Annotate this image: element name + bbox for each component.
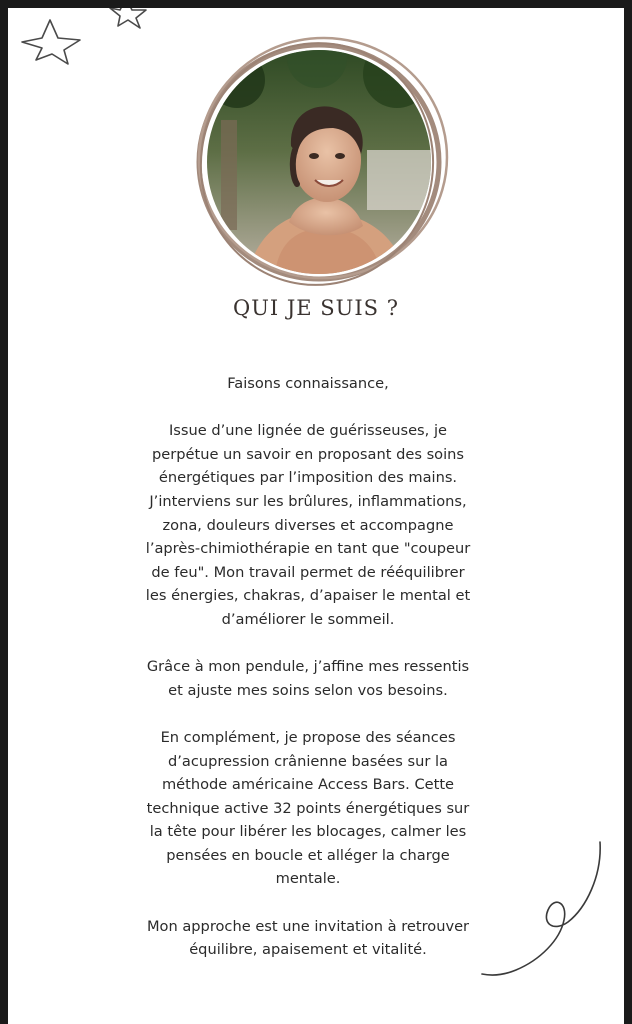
paragraph-approach: Mon approche est une invitation à retrouver équilibre, apaisement et vitalité. bbox=[146, 917, 470, 959]
stars-doodle-icon bbox=[14, 8, 154, 68]
greeting-text: Faisons connaissance, bbox=[227, 375, 389, 392]
about-page bbox=[8, 8, 624, 1024]
paragraph-healing: Issue d’une lignée de guérisseuses, je perpétue un savoir en proposant des soins énergétiques par l’imposition des mains. J’interviens sur les brûlures, inflammations, zona, douleurs diverses et accompagne l’après-chimiothérapie en tant que "coupeur de feu". Mon travail permet de rééquilibrer les énergies, chakras, d’apaiser le mental et d’améliorer le sommeil. bbox=[145, 422, 471, 628]
circle-frame-icon bbox=[191, 32, 461, 288]
about-text bbox=[108, 372, 508, 985]
swirl-doodle-icon bbox=[476, 836, 616, 986]
paragraph-access-bars: En complément, je propose des séances d’acupression crânienne basées sur la méthode américaine Access Bars. Cette technique active 32 points énergétiques sur la tête pour libérer les blocages, calmer les pensées en boucle et alléger la charge mentale. bbox=[146, 728, 470, 888]
page-title: QUI JE SUIS ? bbox=[232, 296, 399, 320]
paragraph-pendulum: Grâce à mon pendule, j’affine mes ressentis et ajuste mes soins selon vos besoins. bbox=[146, 658, 470, 699]
profile-portrait bbox=[191, 32, 461, 288]
